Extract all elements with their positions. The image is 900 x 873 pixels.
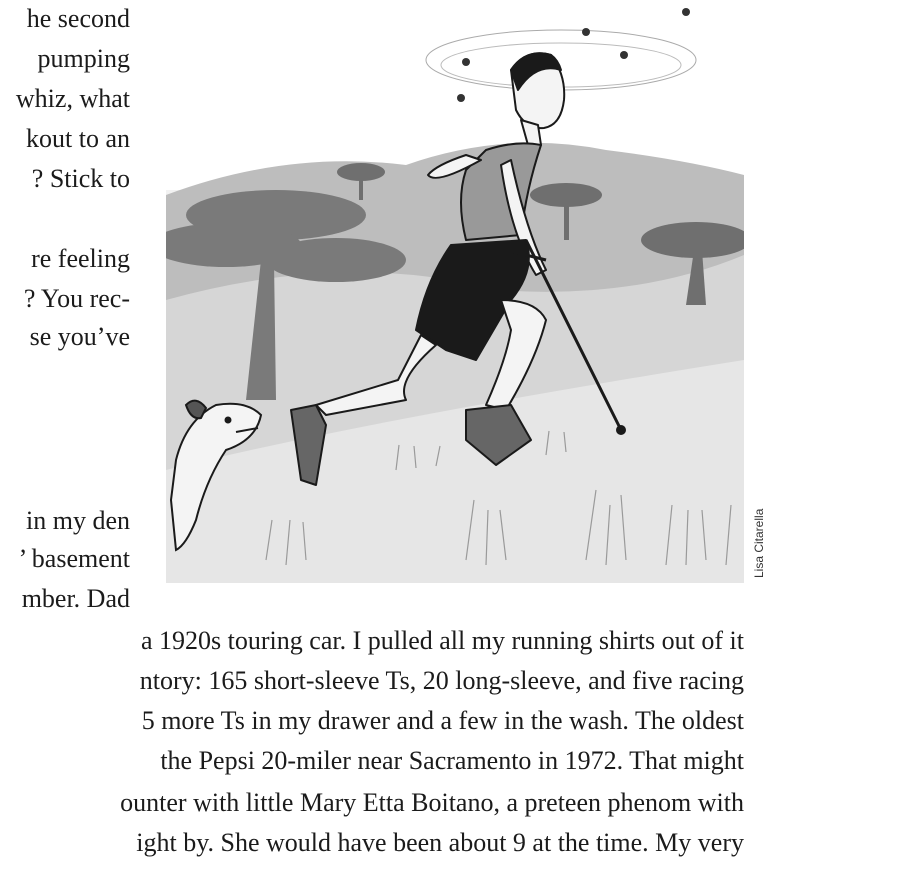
body-text-line: ounter with little Mary Etta Boitano, a preteen phenom with	[120, 788, 744, 817]
body-text-line: a 1920s touring car. I pulled all my running shirts out of it	[141, 626, 744, 655]
body-text-line: ntory: 165 short-sleeve Ts, 20 long-sleeve, and five racing	[139, 666, 744, 695]
body-text-line: he second	[26, 4, 130, 33]
runner-illustration	[166, 0, 744, 583]
body-text-line: re feeling	[31, 244, 130, 273]
body-text-line: pumping	[37, 44, 130, 73]
body-text-line: se you’ve	[29, 322, 130, 351]
body-text-line: ? You rec-	[23, 284, 130, 313]
illustration-credit: Lisa Citarella	[752, 508, 766, 578]
body-text-line: whiz, what	[15, 84, 130, 113]
body-text-line: mber. Dad	[21, 584, 130, 613]
body-text-line: ’ basement	[18, 544, 130, 573]
body-text-line: in my den	[26, 506, 130, 535]
body-text-line: kout to an	[26, 124, 130, 153]
body-text-line: ? Stick to	[31, 164, 130, 193]
body-text-line: the Pepsi 20-miler near Sacramento in 1972. That might	[160, 746, 744, 775]
body-text-line: ight by. She would have been about 9 at the time. My very	[136, 828, 744, 857]
body-text-line: 5 more Ts in my drawer and a few in the wash. The oldest	[141, 706, 744, 735]
